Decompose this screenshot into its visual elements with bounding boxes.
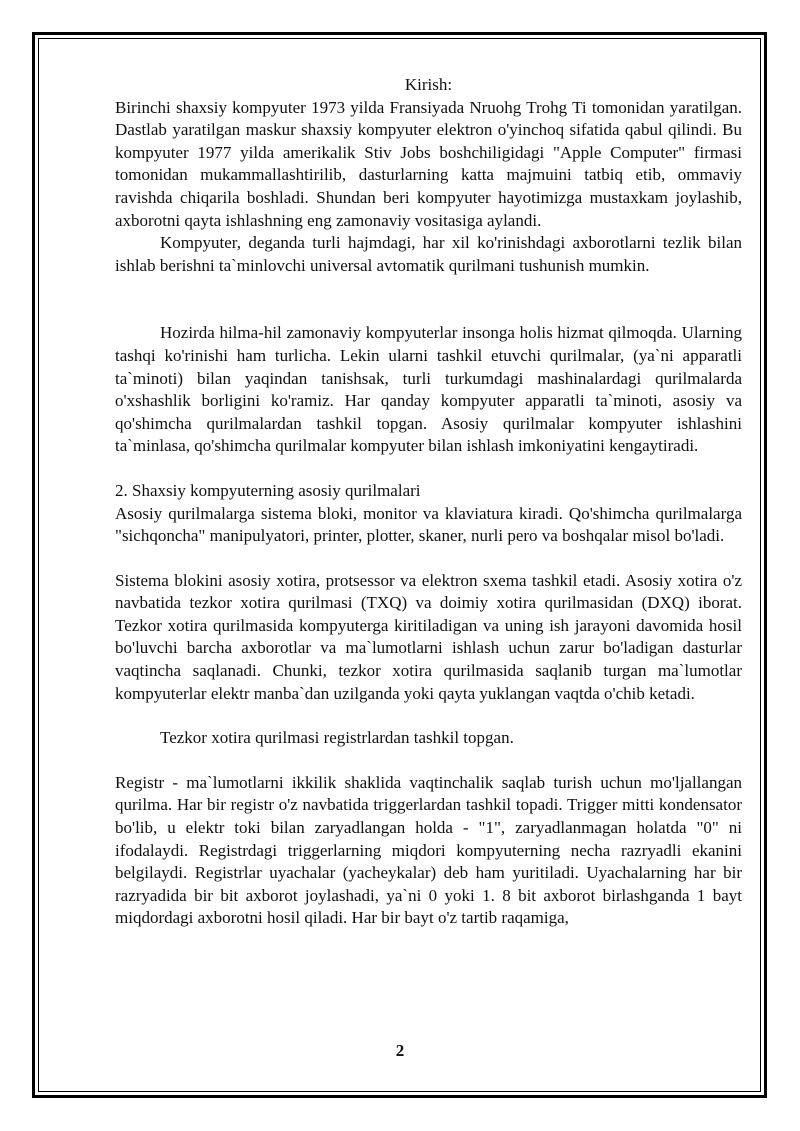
document-page <box>115 74 742 930</box>
spacer <box>115 705 742 727</box>
spacer <box>115 277 742 322</box>
spacer <box>115 548 742 570</box>
paragraph-2: Kompyuter, deganda turli hajmdagi, har xil ko'rinishdagi axborotlarni tezlik bilan ishlab berishni ta`minlovchi universal avtomatik qurilmani tushunish mumkin. <box>115 233 742 275</box>
spacer <box>115 750 742 772</box>
paragraph-3: Hozirda hilma-hil zamonaviy kompyuterlar insonga holis hizmat qilmoqda. Ularning tashqi ko'rinishi ham turlicha. Lekin ularni tashkil etuvchi qurilmalar, (ya`ni apparatli ta`minoti) bilan yaqindan tanishsak, turli turkumdagi mashinalardagi qurilmalarda o'xshashlik borligini ko'ramiz. Har qanday kompyuter apparatli ta`minoti, asosiy va qo'shimcha qurilmalardan tashkil topgan. Asosiy qurilmalar kompyuter ishlashini ta`minlasa, qo'shimcha qurilmalar kompyuter bilan ishlash imkoniyatini kengaytiradi. <box>115 323 742 456</box>
paragraph-5: Sistema blokini asosiy xotira, protsessor va elektron sxema tashkil etadi. Asosiy xotira o'z navbatida tezkor xotira qurilmasi (TXQ) va doimiy xotira qurilmasidan (DXQ) iborat. Tezkor xotira qurilmasida kompyuterga kiritiladigan va uning ish jarayoni davomida hosil bo'luvchi barcha axborotlar va ma`lumotlarni ishlash uchun zarur bo'ladigan dasturlar vaqtincha saqlanadi. Chunki, tezkor xotira qurilmasida saqlanib turgan ma`lumotlar kompyuterlar elektr manba`dan uzilganda yoki qayta yuklangan vaqtda o'chib ketadi. <box>115 570 742 703</box>
paragraph-1: Birinchi shaxsiy kompyuter 1973 yilda Fransiyada Nruohg Trohg Ti tomonidan yaratilgan. Dastlab yaratilgan maskur shaxsiy kompyuter elektron o'yinchoq sifatida qabul qilindi. Bu kompyuter 1977 yilda amerikalik Stiv Jobs boshchiligidagi "Apple Computer" firmasi tomonidan mukammallashtirilib, dasturlarning katta majmuini tatbiq etib, ommaviy ravishda chiqarila boshladi. Shundan beri kompyuter hayotimizga mustaxkam joylashib, axborotni qayta ishlashning eng zamonaviy vositasiga aylandi. <box>115 97 742 230</box>
page-number: 2 <box>395 1041 405 1060</box>
section-title: 2. Shaxsiy kompyuterning asosiy qurilmalari <box>115 480 421 500</box>
heading-kirish: Kirish: <box>404 75 453 94</box>
paragraph-4: Asosiy qurilmalarga sistema bloki, monitor va klaviatura kiradi. Qo'shimcha qurilmalarga "sichqoncha" manipulyatori, printer, plotter, skaner, nurli pero va boshqalar misol bo'ladi. <box>115 503 742 546</box>
paragraph-7: Registr - ma`lumotlarni ikkilik shaklida vaqtinchalik saqlab turish uchun mo'ljallangan qurilma. Har bir registr o'z navbatida triggerlardan tashkil topadi. Trigger mitti kondensator bo'lib, u elektr toki bilan zaryadlangan holda - "1", zaryadlanmagan holatda "0" ni ifodalaydi. Registrdagi triggerlarning miqdori kompyuterning necha razryadli ekanini belgilaydi. Registrlar uyachalar (yacheykalar) deb ham yuritiladi. Uyachalarning har bir razryadida bir bit axborot joylashadi, ya`ni 0 yoki 1. 8 bit axborot birlashganda 1 bayt miqdordagi axborotni hosil qiladi. Har bir bayt o'z tartib raqamiga, <box>115 772 742 928</box>
spacer <box>115 458 742 480</box>
paragraph-6: Tezkor xotira qurilmasi registrlardan tashkil topgan. <box>160 728 514 748</box>
